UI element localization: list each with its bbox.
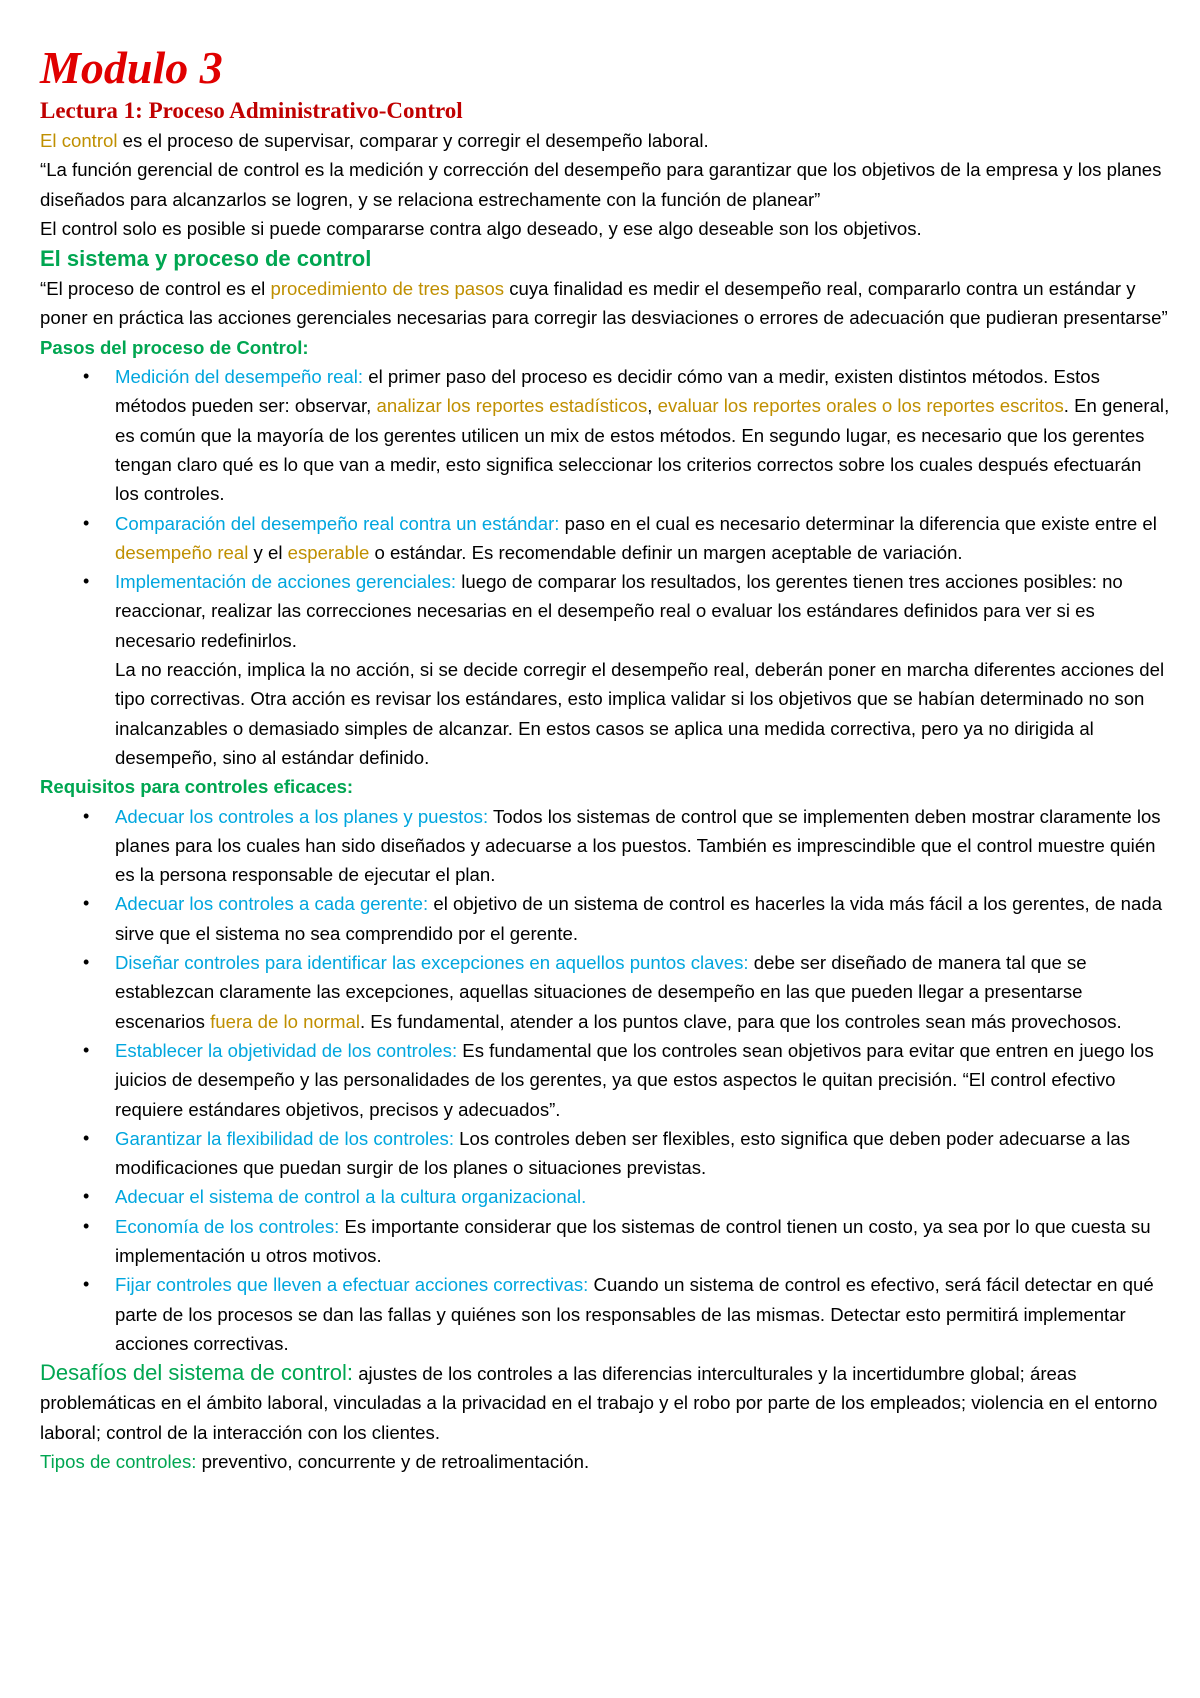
sistema-quote-highlight: procedimiento de tres pasos (270, 278, 505, 300)
intro-quote: “La función gerencial de control es la medición y corrección del desempeño para garantizar que los objetivos de la empresa y los planes diseñados para alcanzarlos se logren, y se relaciona estrechamente con la función de planear” (40, 159, 1162, 210)
intro-definition (40, 126, 1170, 155)
item-highlight: esperable (287, 541, 370, 563)
requisitos-list (40, 802, 1170, 1359)
item-term: Adecuar los controles a cada gerente: (115, 893, 429, 915)
item-term: Garantizar la flexibilidad de los controles: (115, 1127, 454, 1149)
item-text: Es fundamental que los controles sean objetivos para evitar que entren en juego los juicios de desempeño y las personalidades de los gerentes, ya que estos aspectos le quitan precisión. “El control efectivo requiere estándares objetivos, precisos y adecuados”. (115, 1039, 1154, 1120)
list-item (83, 889, 1170, 948)
item-term: Implementación de acciones gerenciales: (115, 571, 457, 593)
item-term: Adecuar los controles a los planes y puestos: (115, 805, 489, 827)
item-text: . En general, es común que la mayoría de los gerentes utilicen un mix de estos métodos. En segundo lugar, es necesario que los gerentes tengan claro qué es lo que van a medir, esto significa seleccionar los criterios correctos sobre los cuales después efectuarán los controles. (115, 395, 1170, 505)
list-item (83, 948, 1170, 1036)
intro-note: El control solo es posible si puede compararse contra algo deseado, y ese algo deseable son los objetivos. (40, 217, 922, 239)
sistema-quote (40, 274, 1170, 333)
page-title: Modulo 3 (40, 42, 223, 93)
item-term: Medición del desempeño real: (115, 366, 364, 388)
list-item (83, 567, 1170, 655)
pasos-list (40, 362, 1170, 655)
list-item (83, 362, 1170, 508)
intro-def: es el proceso de supervisar, comparar y corregir el desempeño laboral. (117, 130, 709, 151)
item-text: o estándar. Es recomendable definir un margen aceptable de variación. (369, 541, 963, 563)
bullet-icon: • (83, 1274, 90, 1295)
list-item (83, 1270, 1170, 1358)
list-item (83, 1212, 1170, 1271)
document-page (40, 40, 1170, 1476)
item-text: luego de comparar los resultados, los gerentes tienen tres acciones posibles: no reaccionar, realizar las correcciones necesarias en el desempeño real o evaluar los estándares definidos para ver si es necesario redefinirlos. (115, 571, 1123, 651)
lecture-title: Lectura 1: Proceso Administrativo-Control (40, 98, 463, 123)
item-term: Comparación del desempeño real contra un estándar: (115, 512, 560, 534)
list-item (83, 1036, 1170, 1124)
bullet-icon: • (83, 1215, 90, 1236)
item-highlight: desempeño real (115, 541, 249, 563)
list-item (83, 802, 1170, 890)
sistema-quote-start: “El proceso de control es el (40, 278, 271, 300)
tipos-text: preventivo, concurrente y de retroalimentación. (196, 1451, 590, 1473)
desafios-paragraph (40, 1358, 1170, 1447)
list-item (83, 1182, 1170, 1211)
list-item (83, 1124, 1170, 1183)
bullet-icon: • (83, 1127, 90, 1148)
bullet-icon: • (83, 805, 90, 826)
item-text: el objetivo de un sistema de control es hacerles la vida más fácil a los gerentes, de nada sirve que el sistema no sea comprendido por el gerente. (115, 893, 1163, 944)
item-term: Fijar controles que lleven a efectuar acciones correctivas: (115, 1274, 589, 1296)
bullet-icon: • (83, 512, 90, 533)
item-term: Diseñar controles para identificar las excepciones en aquellos puntos claves: (115, 952, 749, 974)
item-text: Es importante considerar que los sistemas de control tienen un costo, ya sea por lo que cuesta su implementación u otros motivos. (115, 1215, 1151, 1266)
bullet-icon: • (83, 1039, 90, 1060)
item-highlight: evaluar los reportes orales o los reportes escritos (657, 395, 1064, 417)
tipos-paragraph (40, 1447, 1170, 1476)
bullet-icon: • (83, 366, 90, 387)
item-text: . Es fundamental, atender a los puntos clave, para que los controles sean más provechosos. (359, 1010, 1122, 1032)
item-text: y el (248, 541, 288, 563)
item-highlight: analizar los reportes estadísticos (376, 395, 648, 417)
item-text: Cuando un sistema de control es efectivo, será fácil detectar en qué parte de los procesos se dan las fallas y quiénes son los responsables de las mismas. Detectar esto permitirá implementar acciones correctivas. (115, 1274, 1154, 1354)
tipos-term: Tipos de controles: (40, 1451, 197, 1473)
bullet-icon: • (83, 571, 90, 592)
item-term: Adecuar el sistema de control a la cultura organizacional. (115, 1186, 587, 1208)
item-term: Economía de los controles: (115, 1215, 340, 1237)
sistema-heading: El sistema y proceso de control (40, 246, 372, 272)
item-text: debe ser diseñado de manera tal que se establezcan claramente las excepciones, aquellas situaciones de desempeño en las que pueden llegar a presentarse escenarios (115, 952, 1087, 1032)
item-text: Todos los sistemas de control que se implementen deben mostrar claramente los planes para los cuales han sido diseñados y adecuarse a los puestos. También es imprescindible que el control muestre quién es la persona responsable de ejecutar el plan. (115, 805, 1161, 886)
bullet-icon: • (83, 1186, 90, 1207)
bullet-icon: • (83, 952, 90, 973)
desafios-text: ajustes de los controles a las diferencias interculturales y la incertidumbre global; áreas problemáticas en el ámbito laboral, vinculadas a la privacidad en el trabajo y el robo por parte de los empleados; violencia en el entorno laboral; control de la interacción con los clientes. (40, 1363, 1158, 1443)
item-text: el primer paso del proceso es decidir cómo van a medir, existen distintos métodos. Estos métodos pueden ser: observar, (115, 366, 1100, 417)
pasos-followup: La no reacción, implica la no acción, si se decide corregir el desempeño real, deberán poner en marcha diferentes acciones del tipo correctivas. Otra acción es revisar los estándares, esto implica validar si los objetivos que se habían determinado no son inalcanzables o demasiado simples de alcanzar. En estos casos se aplica una medida correctiva, pero ya no dirigida al desempeño, sino al estándar definido. (115, 659, 1165, 768)
intro-term: El control (40, 130, 118, 151)
bullet-icon: • (83, 893, 90, 914)
item-text: Los controles deben ser flexibles, esto significa que deben poder adecuarse a las modificaciones que puedan surgir de los planes o situaciones previstas. (115, 1127, 1131, 1179)
item-highlight: fuera de lo normal (210, 1010, 360, 1032)
requisitos-heading: Requisitos para controles eficaces: (40, 776, 354, 798)
list-item (83, 509, 1170, 568)
item-term: Establecer la objetividad de los controles: (115, 1039, 458, 1061)
item-text: paso en el cual es necesario determinar la diferencia que existe entre el (559, 512, 1157, 534)
desafios-term: Desafíos del sistema de control: (40, 1360, 354, 1386)
item-text: , (647, 395, 658, 417)
pasos-heading: Pasos del proceso de Control: (40, 336, 309, 358)
sistema-quote-end: cuya finalidad es medir el desempeño real, compararlo contra un estándar y poner en práctica las acciones gerenciales necesarias para corregir las desviaciones o errores de adecuación que pudieran presentarse” (40, 278, 1168, 329)
